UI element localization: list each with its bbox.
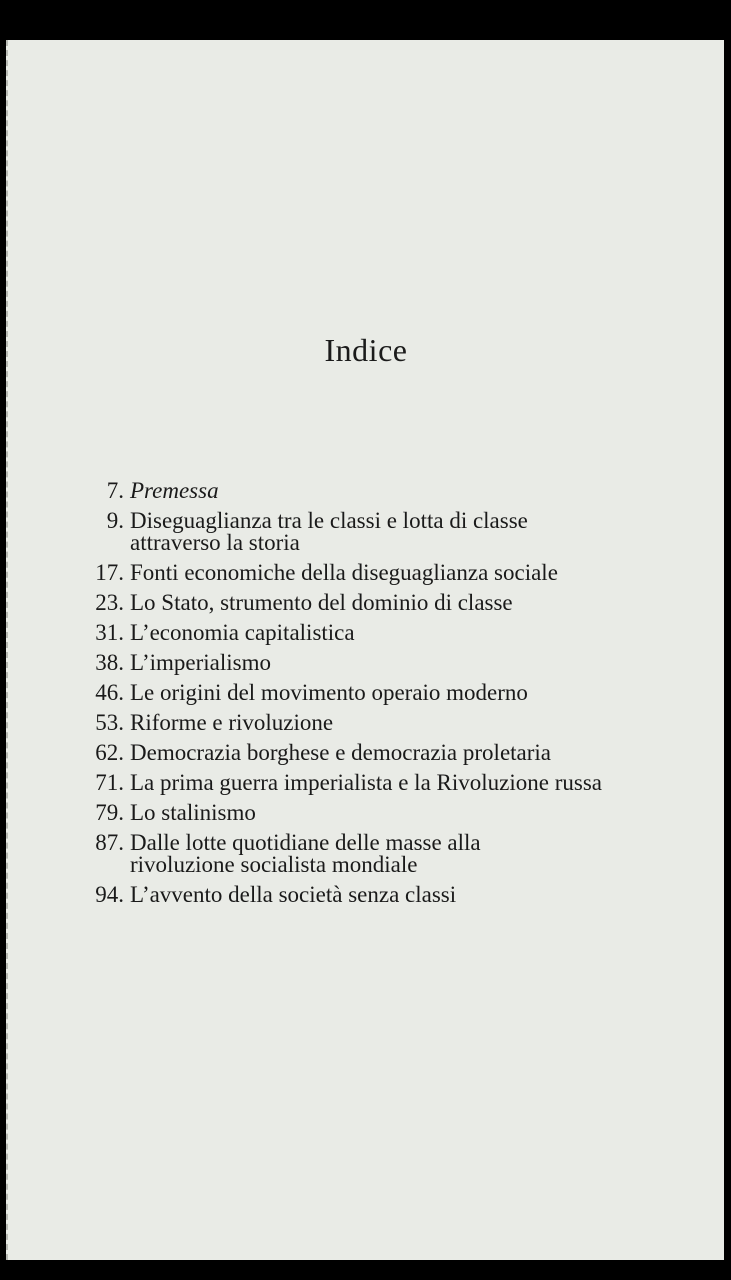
toc-title: Fonti economiche della diseguaglianza sociale — [130, 560, 558, 585]
toc-title: L’avvento della società senza classi — [130, 882, 457, 907]
toc-page-number: 62. — [95, 740, 124, 765]
toc-page-number: 53. — [95, 710, 124, 735]
toc-title: Lo stalinismo — [130, 800, 256, 825]
toc-item — [88, 592, 708, 614]
toc-page-number: 46. — [95, 680, 124, 705]
toc-item — [88, 832, 708, 876]
toc-page-number: 94. — [95, 882, 124, 907]
toc-title: La prima guerra imperialista e la Rivoluzione russa — [130, 770, 602, 795]
toc-item — [88, 802, 708, 824]
toc-title: Democrazia borghese e democrazia proletaria — [130, 740, 552, 765]
table-of-contents — [88, 480, 708, 906]
toc-page-number: 17. — [95, 560, 124, 585]
toc-page-number: 79. — [95, 800, 124, 825]
toc-item — [88, 742, 708, 764]
toc-title: Le origini del movimento operaio moderno — [130, 680, 528, 705]
book-page — [6, 40, 724, 1260]
toc-title: Premessa — [130, 478, 219, 503]
toc-title: Riforme e rivoluzione — [130, 710, 334, 735]
toc-item — [88, 652, 708, 674]
toc-item — [88, 712, 708, 734]
toc-item — [88, 510, 708, 554]
toc-page-number: 7. — [106, 478, 124, 503]
toc-page-number: 9. — [106, 508, 124, 533]
toc-item — [88, 772, 708, 794]
toc-page-number: 23. — [95, 590, 124, 615]
toc-title: Dalle lotte quotidiane delle masse alla rivoluzione socialista mondiale — [130, 830, 481, 877]
toc-title: L’economia capitalistica — [130, 620, 355, 645]
toc-item — [88, 480, 708, 502]
toc-title: L’imperialismo — [130, 650, 271, 675]
page-title: Indice — [324, 332, 408, 368]
toc-title: Diseguaglianza tra le classi e lotta di classe attraverso la storia — [130, 508, 528, 555]
toc-item — [88, 562, 708, 584]
toc-page-number: 31. — [95, 620, 124, 645]
toc-page-number: 87. — [95, 830, 124, 855]
toc-item — [88, 884, 708, 906]
toc-title: Lo Stato, strumento del dominio di classe — [130, 590, 513, 615]
toc-page-number: 71. — [95, 770, 124, 795]
toc-item — [88, 622, 708, 644]
toc-page-number: 38. — [95, 650, 124, 675]
toc-item — [88, 682, 708, 704]
